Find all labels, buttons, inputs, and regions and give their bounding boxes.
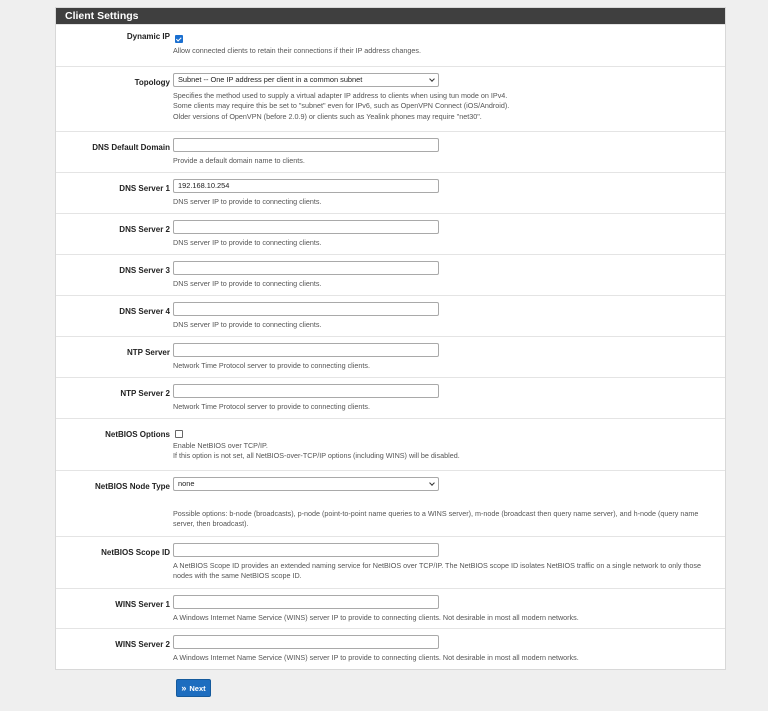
ntp-server-input[interactable] (173, 343, 439, 357)
wins-server-2-help: A Windows Internet Name Service (WINS) server IP to provide to connecting clients. Not desirable in most all modern networks. (173, 653, 579, 662)
topology-label: Topology (134, 78, 170, 87)
row-netbios-node-type (56, 470, 725, 536)
row-dns-server-4 (56, 295, 725, 336)
row-ntp-server (56, 336, 725, 377)
netbios-node-type-selected-value: none (178, 479, 195, 488)
netbios-options-checkbox[interactable] (175, 430, 183, 438)
dns-server-4-label: DNS Server 4 (119, 307, 170, 316)
ntp-server-2-help: Network Time Protocol server to provide to connecting clients. (173, 402, 370, 411)
panel-title: Client Settings (56, 8, 725, 24)
ntp-server-help: Network Time Protocol server to provide to connecting clients. (173, 361, 370, 370)
double-chevron-right-icon: » (181, 682, 187, 693)
row-dynamic-ip (56, 24, 725, 66)
dns-server-1-help: DNS server IP to provide to connecting clients. (173, 197, 322, 206)
client-settings-panel (55, 7, 726, 670)
dns-domain-input[interactable] (173, 138, 439, 152)
row-dns-server-2 (56, 213, 725, 254)
dynamic-ip-checkbox[interactable] (175, 35, 183, 43)
dynamic-ip-help: Allow connected clients to retain their connections if their IP address changes. (173, 46, 421, 55)
dns-server-3-label: DNS Server 3 (119, 266, 170, 275)
next-button[interactable] (176, 679, 211, 697)
topology-help-1: Specifies the method used to supply a virtual adapter IP address to clients when using tun mode on IPv4. (173, 91, 508, 100)
dns-server-2-label: DNS Server 2 (119, 225, 170, 234)
wins-server-2-input[interactable] (173, 635, 439, 649)
dns-server-3-input[interactable] (173, 261, 439, 275)
wins-server-2-label: WINS Server 2 (115, 640, 170, 649)
ntp-server-label: NTP Server (127, 348, 170, 357)
row-dns-server-3 (56, 254, 725, 295)
netbios-node-type-help: Possible options: b-node (broadcasts), p-node (point-to-point name queries to a WINS server), m-node (broadcast then query name server), and h-node (query name server, then broadcast). (173, 509, 699, 529)
next-button-label: Next (189, 683, 206, 693)
row-ntp-server-2 (56, 377, 725, 418)
topology-help-2: Some clients may require this be set to "subnet" even for IPv6, such as OpenVPN Connect (iOS/Android). (173, 101, 510, 111)
dns-server-3-help: DNS server IP to provide to connecting clients. (173, 279, 322, 288)
dns-server-1-input[interactable]: 192.168.10.254 (173, 179, 439, 193)
dns-server-4-help: DNS server IP to provide to connecting clients. (173, 320, 322, 329)
row-dns-server-1 (56, 172, 725, 213)
row-wins-server-1 (56, 588, 725, 628)
netbios-node-type-label: NetBIOS Node Type (95, 482, 170, 491)
wins-server-1-help: A Windows Internet Name Service (WINS) server IP to provide to connecting clients. Not desirable in most all modern networks. (173, 613, 579, 622)
wins-server-1-label: WINS Server 1 (115, 600, 170, 609)
netbios-scope-id-help: A NetBIOS Scope ID provides an extended naming service for NetBIOS over TCP/IP. The NetBIOS scope ID isolates NetBIOS traffic on a single network to only those nodes with the same NetBIOS scope ID. (173, 561, 702, 581)
topology-select[interactable] (173, 73, 439, 87)
dns-server-1-label: DNS Server 1 (119, 184, 170, 193)
topology-selected-value: Subnet -- One IP address per client in a common subnet (178, 75, 363, 84)
wins-server-1-input[interactable] (173, 595, 439, 609)
dns-server-2-help: DNS server IP to provide to connecting clients. (173, 238, 322, 247)
row-netbios-scope-id (56, 536, 725, 588)
netbios-options-help-1: Enable NetBIOS over TCP/IP. (173, 441, 268, 450)
netbios-scope-id-label: NetBIOS Scope ID (101, 548, 170, 557)
netbios-options-label: NetBIOS Options (105, 430, 170, 439)
netbios-scope-id-input[interactable] (173, 543, 439, 557)
dns-domain-help: Provide a default domain name to clients. (173, 156, 305, 165)
ntp-server-2-label: NTP Server 2 (120, 389, 170, 398)
row-netbios-options (56, 418, 725, 470)
dynamic-ip-label: Dynamic IP (126, 32, 170, 41)
checkmark-icon (175, 35, 181, 41)
topology-help-3: Older versions of OpenVPN (before 2.0.9) or clients such as Yealink phones may require "net30". (173, 111, 482, 121)
netbios-options-help-2: If this option is not set, all NetBIOS-over-TCP/IP options (including WINS) will be disabled. (173, 451, 460, 461)
row-wins-server-2 (56, 628, 725, 669)
ntp-server-2-input[interactable] (173, 384, 439, 398)
netbios-node-type-select[interactable] (173, 477, 439, 491)
dns-server-2-input[interactable] (173, 220, 439, 234)
chevron-down-icon (429, 76, 435, 82)
dns-domain-label: DNS Default Domain (92, 143, 170, 152)
row-topology (56, 66, 725, 131)
chevron-down-icon (429, 480, 435, 486)
row-dns-domain (56, 131, 725, 172)
dns-server-4-input[interactable] (173, 302, 439, 316)
